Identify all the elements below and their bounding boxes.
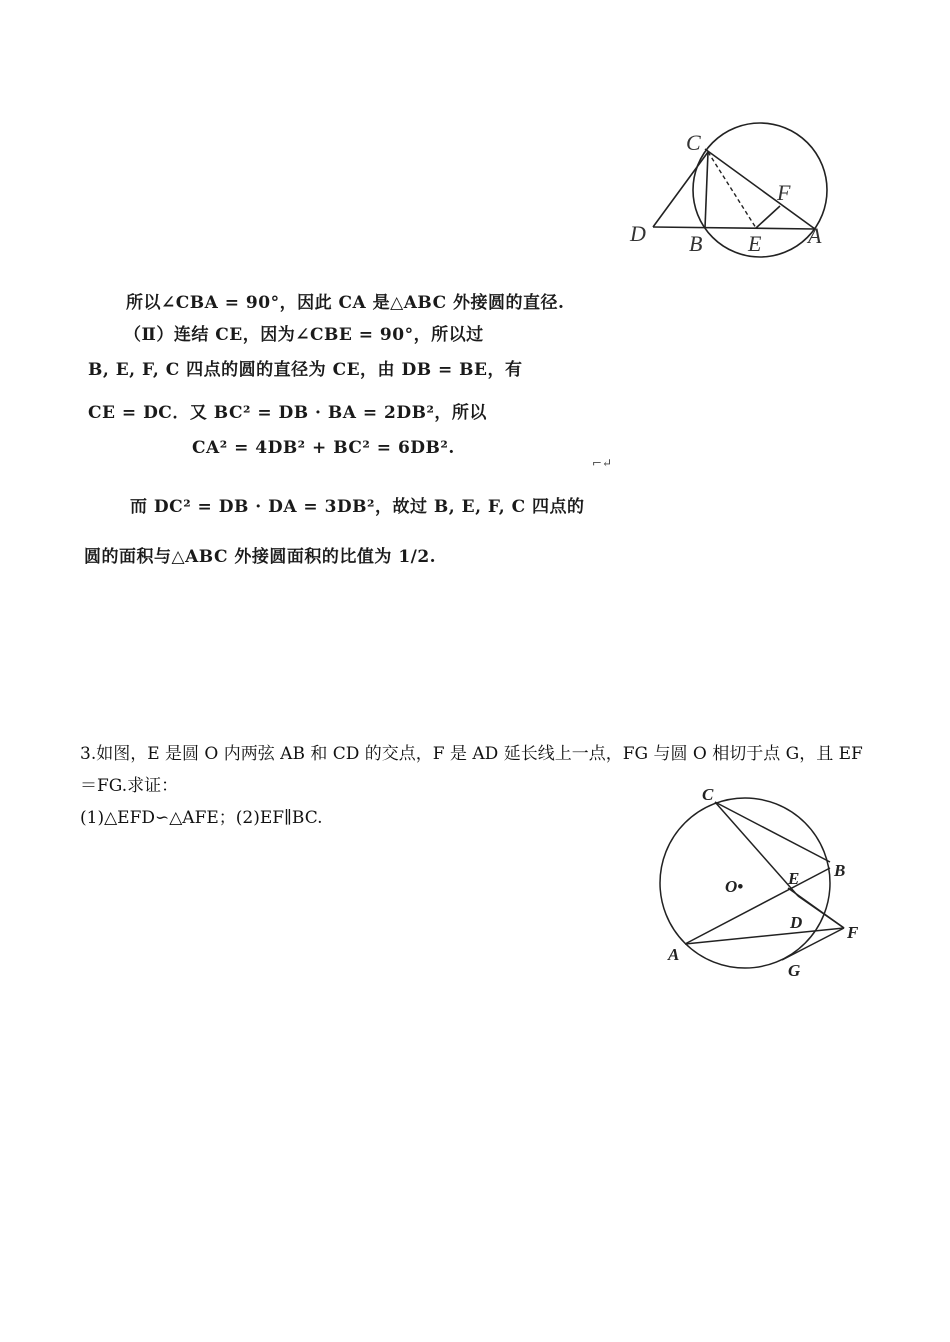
problem-3-line-2: ＝FG.求证：	[80, 776, 179, 796]
label-f: F	[847, 923, 859, 942]
label-a: A	[808, 223, 822, 248]
label-a: A	[668, 945, 680, 964]
solution-line-3: B, E, F, C 四点的圆的直径为 CE，由 DB = BE，有	[88, 360, 523, 380]
label-b: B	[689, 231, 703, 256]
label-e: E	[748, 231, 762, 256]
label-c: C	[702, 785, 714, 804]
label-e: E	[788, 869, 800, 888]
solution-line-5: CA² = 4DB² + BC² = 6DB².	[192, 438, 455, 458]
label-d: D	[630, 221, 646, 246]
figure-circle-triangle-1	[620, 118, 840, 268]
label-b: B	[834, 861, 846, 880]
solution-line-7: 圆的面积与△ABC 外接圆面积的比值为 1/2.	[84, 547, 437, 567]
solution-line-6: 而 DC² = DB · DA = 3DB²，故过 B, E, F, C 四点的	[130, 497, 585, 517]
label-d: D	[790, 913, 803, 932]
solution-line-1: 所以∠CBA = 90°，因此 CA 是△ABC 外接圆的直径.	[126, 293, 565, 313]
figure-circle-chords-2	[650, 778, 870, 988]
problem-3-line-1: 3.如图，E 是圆 O 内两弦 AB 和 CD 的交点，F 是 AD 延长线上一点，FG 与圆 O 相切于点 G，且 EF	[80, 744, 863, 764]
label-c: C	[686, 130, 701, 155]
solution-line-2: （Ⅱ）连结 CE，因为∠CBE = 90°，所以过	[124, 325, 484, 345]
scan-artifact: ⌐↵	[592, 456, 613, 470]
label-f: F	[777, 180, 791, 205]
label-o: O•	[725, 877, 744, 896]
solution-line-4: CE = DC．又 BC² = DB · BA = 2DB²，所以	[88, 403, 487, 423]
problem-3-line-3: (1)△EFD∽△AFE；(2)EF∥BC.	[80, 808, 323, 828]
label-g: G	[788, 961, 801, 980]
scanned-solution	[80, 280, 640, 580]
